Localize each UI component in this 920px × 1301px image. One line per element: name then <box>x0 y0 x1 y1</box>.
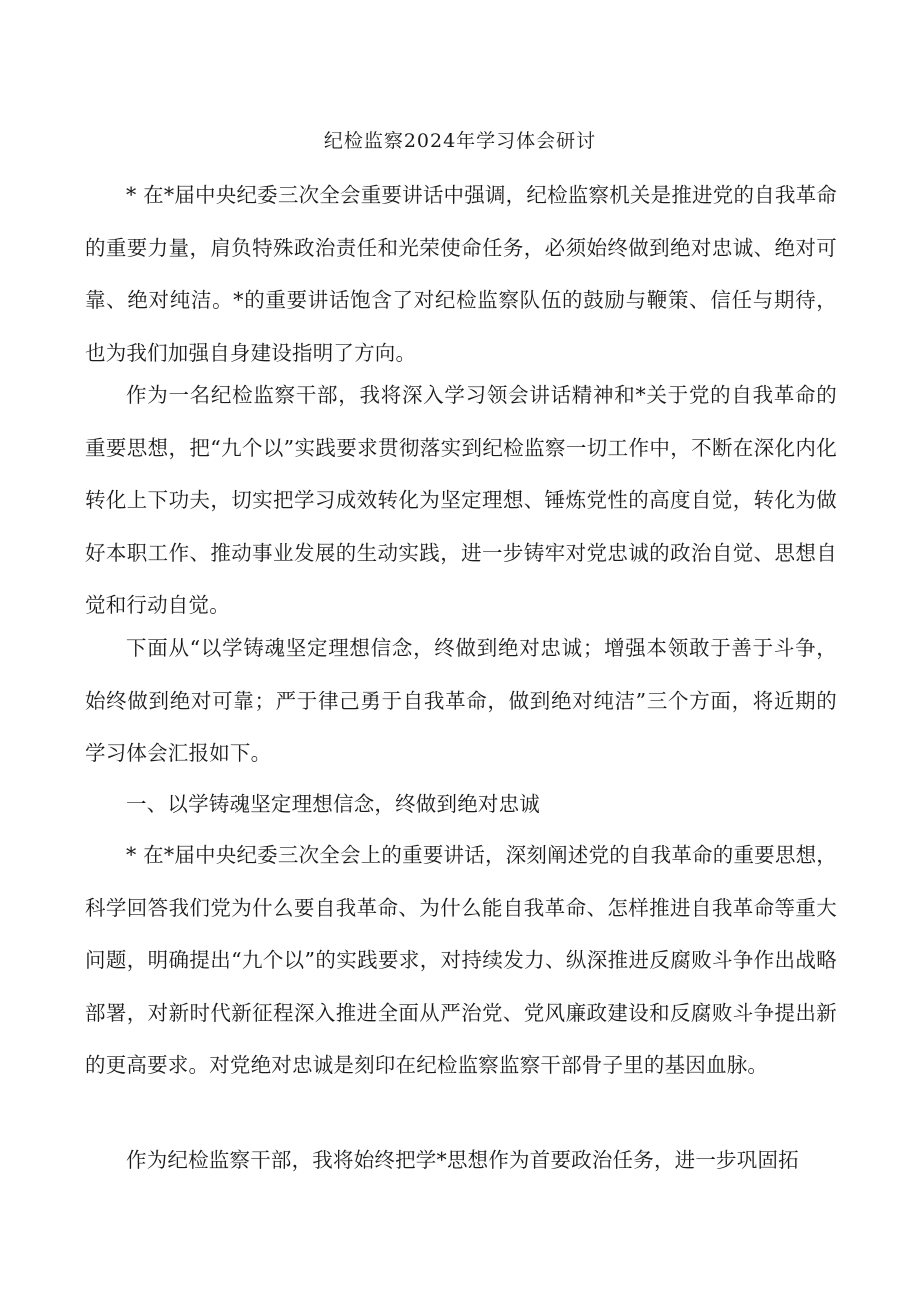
paragraph-2: 作为一名纪检监察干部，我将深入学习领会讲话精神和*关于党的自我革命的重要思想，把“九个以”实践要求贯彻落实到纪检监察一切工作中，不断在深化内化转化上下功夫，切实把学习成效转化为坚定理想、锤炼党性的高度自觉，转化为做好本职工作、推动事业发展的生动实践，进一步铸牢对党忠诚的政治自觉、思想自觉和行动自觉。 <box>85 383 837 617</box>
section-paragraph-1: * 在*届中央纪委三次全会上的重要讲话，深刻阐述党的自我革命的重要思想，科学回答我们党为什么要自我革命、为什么能自我革命、怎样推进自我革命等重大问题，明确提出“九个以”的实践要求，对持续发力、纵深推进反腐败斗争作出战略部署，对新时代新征程深入推进全面从严治党、党风廉政建设和反腐败斗争提出新的更高要求。对党绝对忠诚是刻印在纪检监察监察干部骨子里的基因血脉。 <box>85 843 837 1077</box>
document-title: 纪检监察2024年学习体会研讨 <box>323 130 597 152</box>
section-heading: 一、以学铸魂坚定理想信念，终做到绝对忠诚 <box>126 792 540 816</box>
paragraph-1: * 在*届中央纪委三次全会重要讲话中强调，纪检监察机关是推进党的自我革命的重要力量，肩负特殊政治责任和光荣使命任务，必须始终做到绝对忠诚、绝对可靠、绝对纯洁。*的重要讲话饱含了对纪检监察队伍的鼓励与鞭策、信任与期待，也为我们加强自身建设指明了方向。 <box>85 183 837 365</box>
section-paragraph-2: 作为纪检监察干部，我将始终把学*思想作为首要政治任务，进一步巩固拓 <box>126 1148 799 1172</box>
paragraph-3: 下面从“以学铸魂坚定理想信念，终做到绝对忠诚；增强本领敢于善于斗争，始终做到绝对可靠；严于律己勇于自我革命，做到绝对纯洁”三个方面，将近期的学习体会汇报如下。 <box>85 636 837 765</box>
